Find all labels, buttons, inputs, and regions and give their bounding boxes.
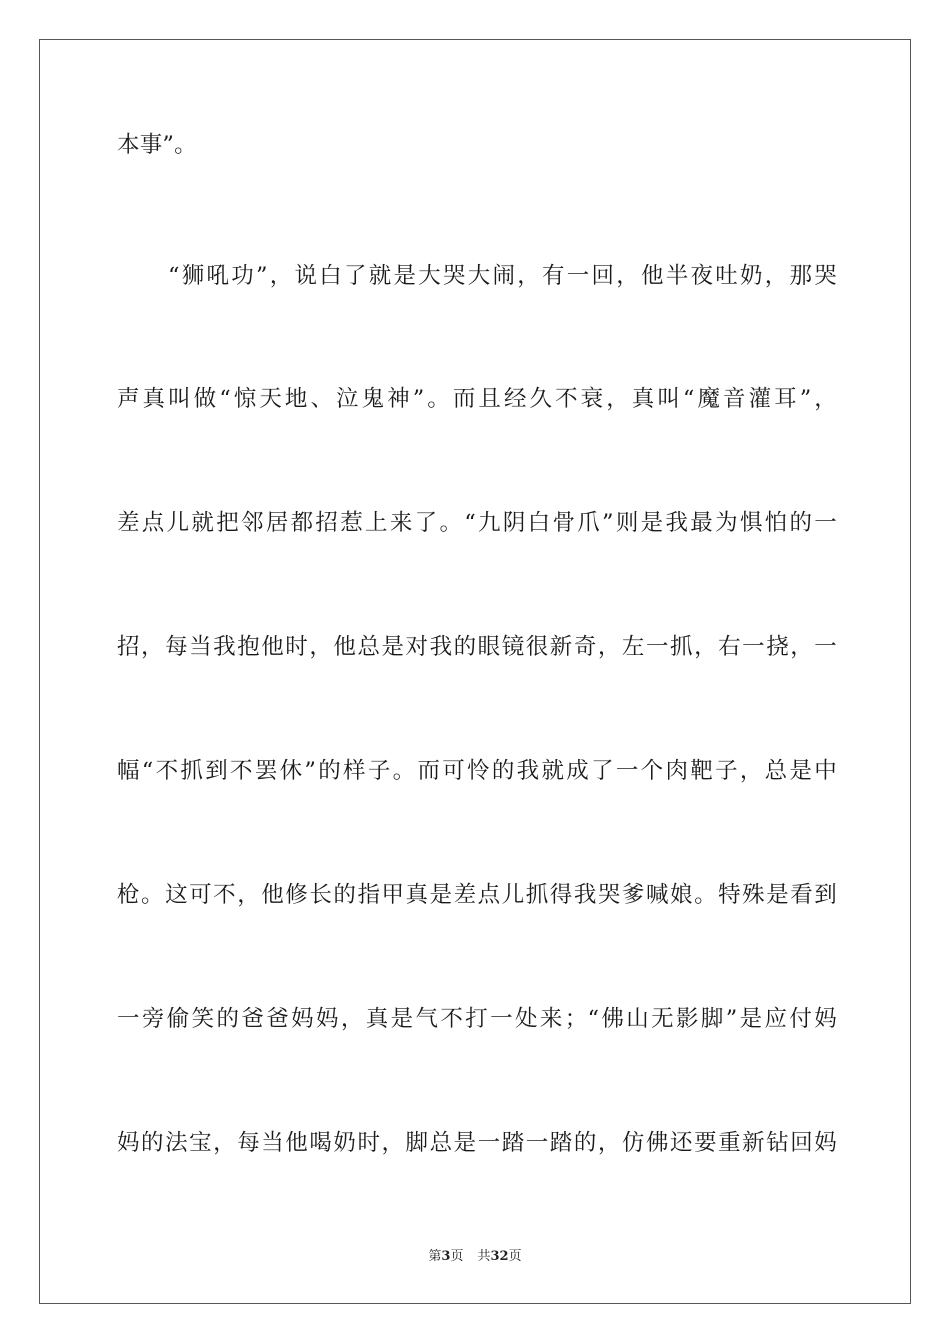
- footer-page-current: 3: [441, 1249, 451, 1264]
- footer-page-total: 32: [490, 1249, 509, 1264]
- text-line-3: 声真叫做“惊天地、泣鬼神”。而且经久不衰，真叫“魔音灌耳”，: [117, 386, 837, 412]
- footer-total-prefix: 共: [477, 1249, 491, 1264]
- footer-page-prefix: 第: [428, 1249, 442, 1264]
- text-line-6: 幅“不抓到不罢休”的样子。而可怜的我就成了一个肉靶子，总是中: [117, 758, 837, 784]
- footer-page-unit: 页: [450, 1249, 464, 1264]
- text-line-5: 招，每当我抱他时，他总是对我的眼镜很新奇，左一抓，右一挠，一: [117, 634, 837, 660]
- text-line-9: 妈的法宝，每当他喝奶时，脚总是一踏一踏的，仿佛还要重新钻回妈: [117, 1130, 837, 1156]
- footer-total-unit: 页: [508, 1249, 522, 1264]
- page-footer: [0, 1248, 950, 1266]
- text-line-1: 本事”。: [117, 132, 197, 158]
- text-line-4: 差点儿就把邻居都招惹上来了。“九阴白骨爪”则是我最为惧怕的一: [117, 510, 837, 536]
- text-line-8: 一旁偷笑的爸爸妈妈，真是气不打一处来；“佛山无影脚”是应付妈: [117, 1006, 837, 1032]
- text-line-2: “狮吼功”，说白了就是大哭大闹，有一回，他半夜吐奶，那哭: [168, 263, 837, 289]
- text-line-7: 枪。这可不，他修长的指甲真是差点儿抓得我哭爹喊娘。特殊是看到: [117, 882, 837, 908]
- page-border: [39, 39, 911, 1304]
